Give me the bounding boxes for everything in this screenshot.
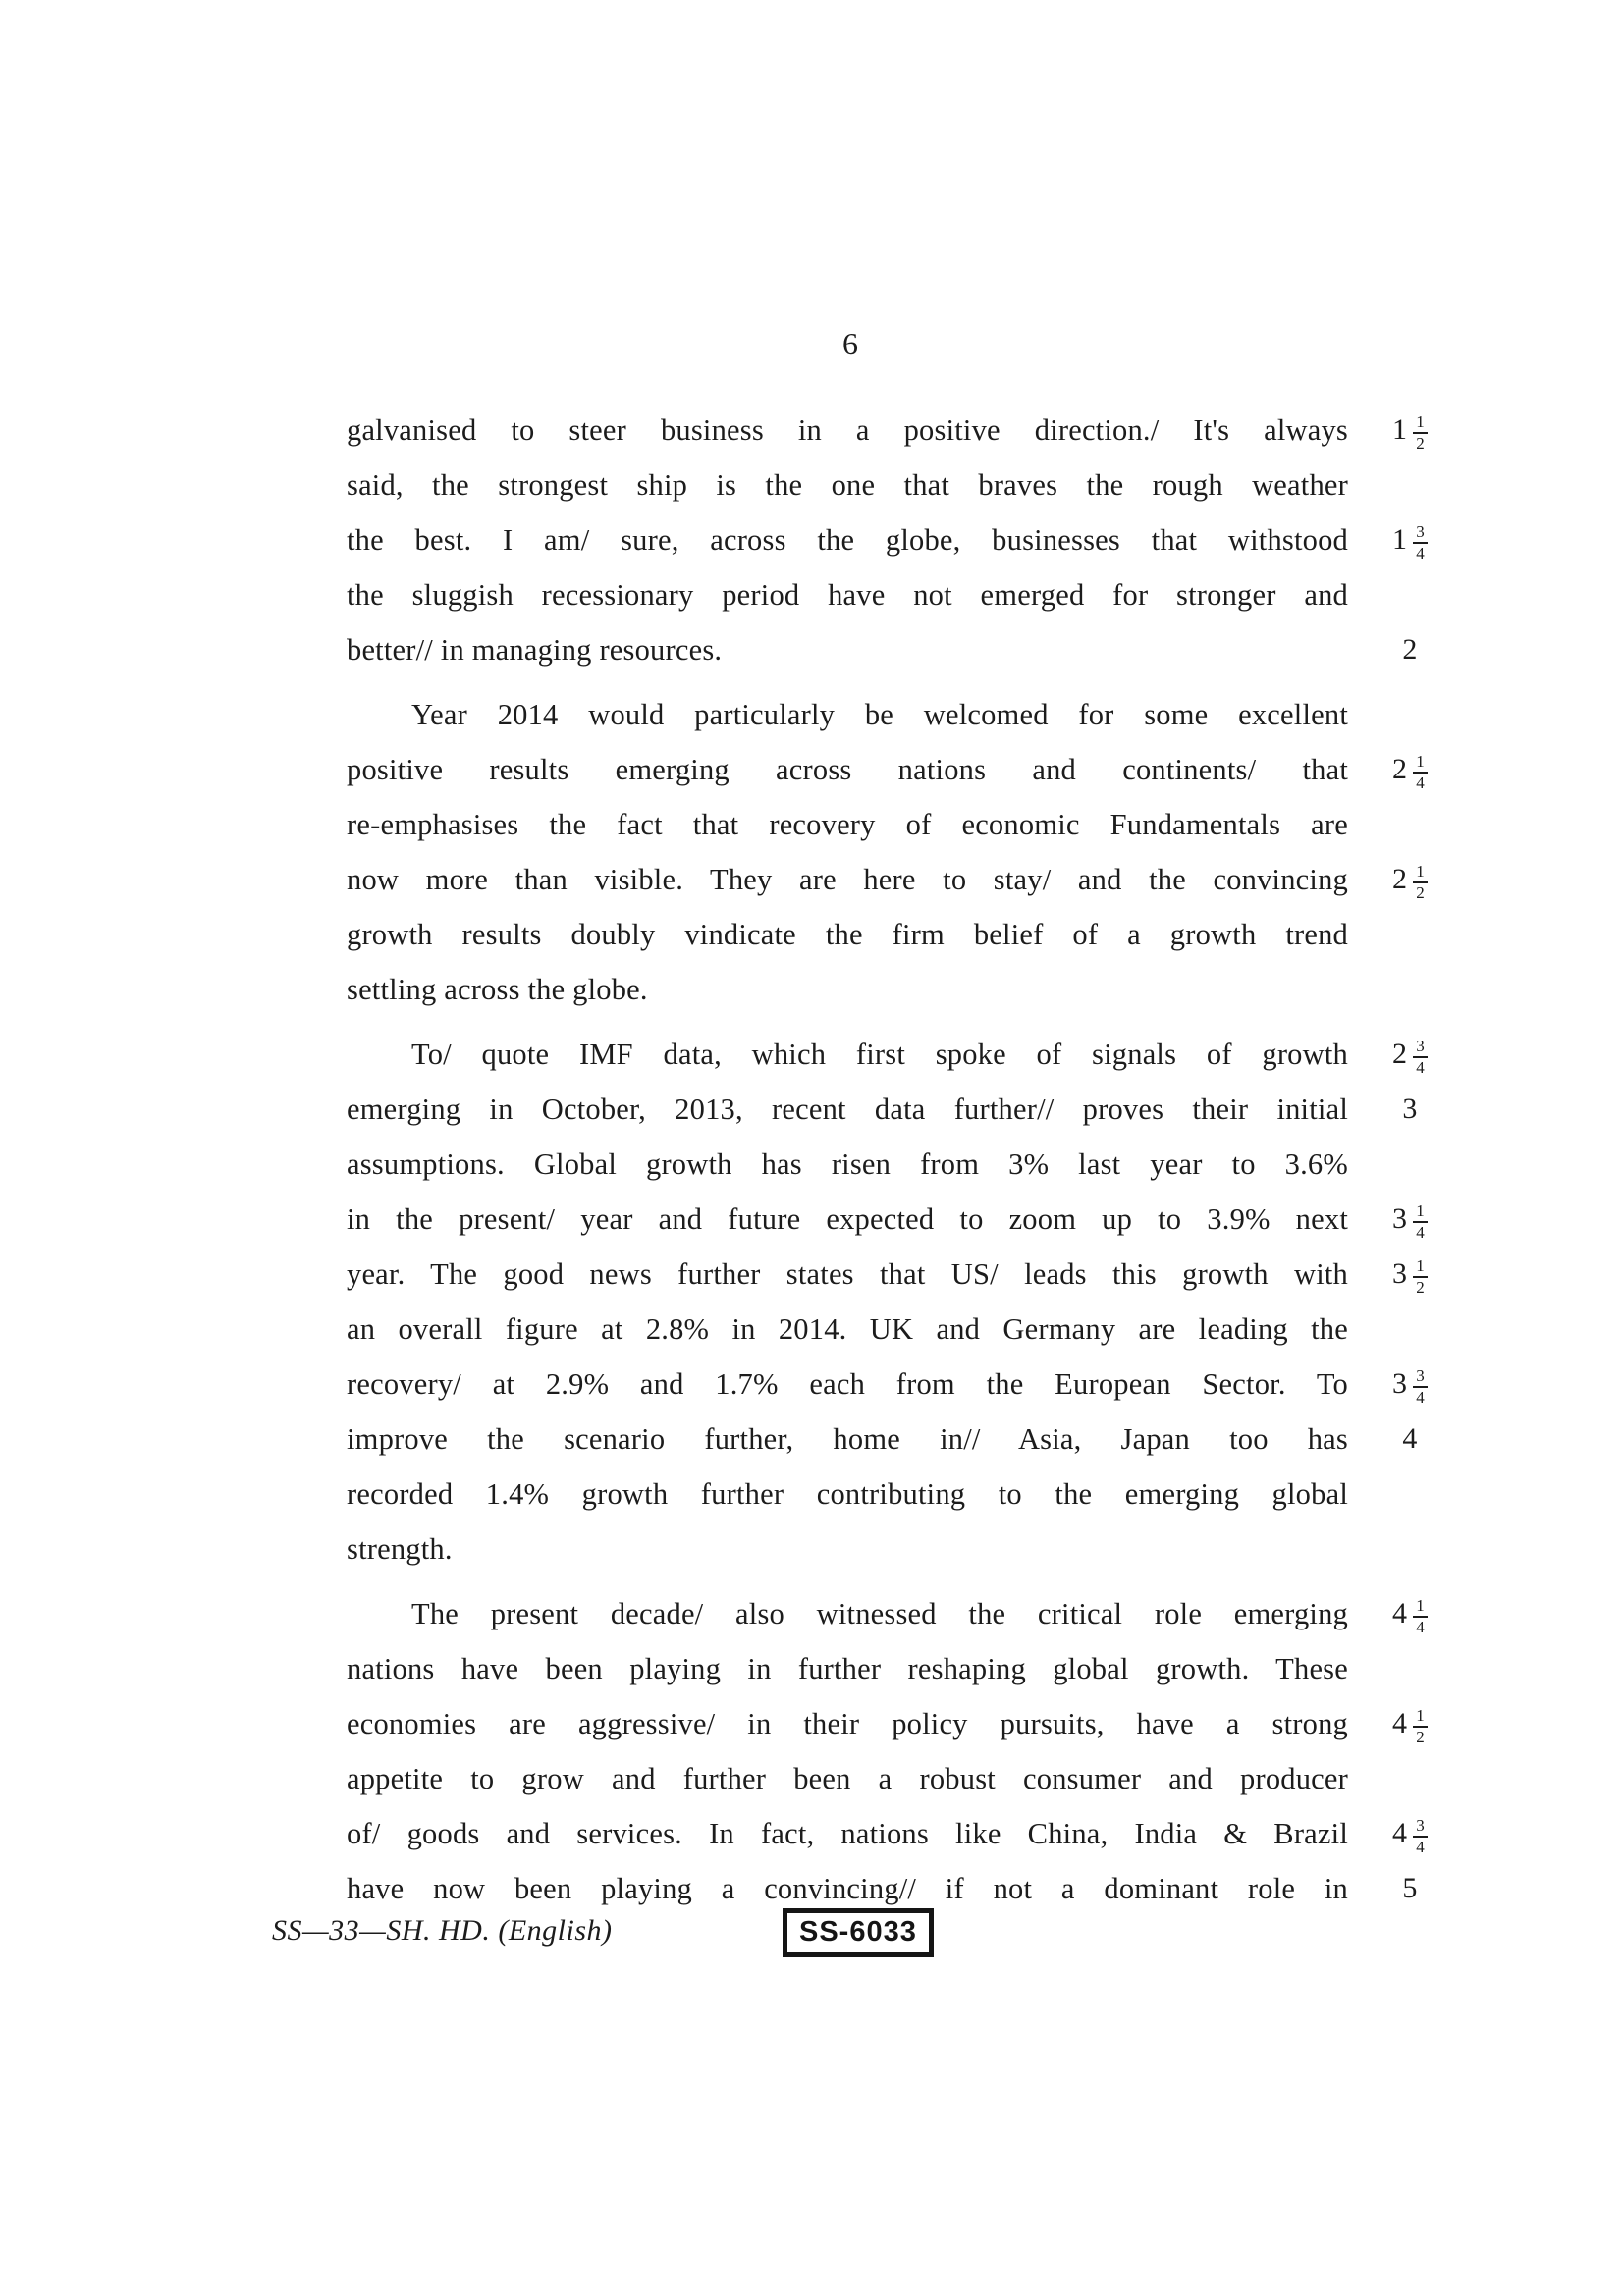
text-line: positive results emerging across nations and continents/ that [347, 753, 1348, 786]
text-line-row [347, 1302, 1348, 1357]
text-line-row [347, 1641, 1348, 1696]
text-line: nations have been playing in further reshaping global growth. These [347, 1652, 1348, 1685]
footer-series-code-box [783, 1908, 934, 1957]
text-line: the best. I am/ sure, across the globe, businesses that withstood [347, 523, 1348, 557]
paragraph [347, 402, 1425, 677]
text-line: appetite to grow and further been a robust consumer and producer [347, 1762, 1348, 1795]
text-line-row [347, 1467, 1348, 1522]
text-line-row [347, 402, 1425, 457]
text-line: of/ goods and services. In fact, nations like China, India & Brazil [347, 1817, 1348, 1850]
time-marker [1376, 852, 1444, 907]
text-line: economies are aggressive/ in their policy pursuits, have a strong [347, 1707, 1348, 1740]
text-line: now more than visible. They are here to stay/ and the convincing [347, 863, 1348, 896]
paragraph [347, 1027, 1425, 1576]
time-marker-whole: 3 [1392, 1202, 1408, 1235]
text-line-row [347, 457, 1348, 512]
time-marker [1376, 1082, 1444, 1137]
time-marker [1376, 622, 1444, 677]
time-marker [1376, 512, 1444, 567]
text-line: growth results doubly vindicate the firm belief of a growth trend [347, 918, 1348, 951]
text-line: settling across the globe. [347, 973, 648, 1006]
text-line: strength. [347, 1532, 453, 1566]
text-line: the sluggish recessionary period have not emerged for stronger and [347, 578, 1348, 612]
footer-series-code: SS-6033 [799, 1916, 917, 1948]
time-marker-fraction [1413, 1202, 1428, 1242]
text-line-row [347, 512, 1425, 567]
time-marker-whole: 1 [1392, 413, 1408, 446]
text-line-row [347, 1522, 1348, 1576]
time-marker-fraction [1413, 1817, 1428, 1856]
time-marker-whole: 2 [1392, 1038, 1408, 1070]
text-line: recovery/ at 2.9% and 1.7% each from the European Sector. To [347, 1367, 1348, 1401]
text-line: galvanised to steer business in a positive direction./ It's always [347, 413, 1348, 447]
page-number: 6 [842, 326, 858, 361]
fraction-numerator: 3 [1413, 1817, 1428, 1838]
time-marker-fraction [1413, 413, 1428, 453]
text-line-row [347, 962, 1348, 1017]
fraction-denominator: 2 [1416, 1728, 1425, 1746]
fraction-denominator: 4 [1416, 544, 1425, 562]
fraction-denominator: 2 [1416, 1278, 1425, 1297]
text-line: said, the strongest ship is the one that braves the rough weather [347, 468, 1348, 502]
text-line-row [347, 1696, 1425, 1751]
time-marker [1376, 1696, 1444, 1751]
time-marker-whole: 2 [1392, 753, 1408, 785]
paragraph [347, 1586, 1425, 1916]
time-marker-whole: 4 [1392, 1597, 1408, 1629]
time-marker-whole: 3 [1392, 1367, 1408, 1400]
text-line: assumptions. Global growth has risen from 3% last year to 3.6% [347, 1148, 1348, 1181]
passage-content [347, 402, 1425, 1916]
fraction-numerator: 3 [1413, 1367, 1428, 1388]
text-line: The present decade/ also witnessed the critical role emerging [411, 1597, 1348, 1630]
text-line-row [347, 687, 1348, 742]
time-marker [1376, 1247, 1444, 1302]
time-marker-whole: 4 [1392, 1817, 1408, 1849]
text-line-row [347, 742, 1425, 797]
fraction-numerator: 3 [1413, 523, 1428, 544]
text-line: year. The good news further states that US/ leads this growth with [347, 1257, 1348, 1291]
fraction-denominator: 4 [1416, 1223, 1425, 1242]
text-line: emerging in October, 2013, recent data further// proves their initial [347, 1093, 1348, 1126]
text-line: in the present/ year and future expected to zoom up to 3.9% next [347, 1202, 1348, 1236]
text-line-row [347, 1586, 1425, 1641]
text-line: an overall figure at 2.8% in 2014. UK and Germany are leading the [347, 1312, 1348, 1346]
time-marker-fraction [1413, 753, 1428, 792]
fraction-numerator: 1 [1413, 1597, 1428, 1618]
time-marker-fraction [1413, 1597, 1428, 1636]
time-marker [1376, 742, 1444, 797]
text-line: Year 2014 would particularly be welcomed for some excellent [411, 698, 1348, 731]
text-line: have now been playing a convincing// if not a dominant role in [347, 1872, 1348, 1905]
fraction-denominator: 4 [1416, 1838, 1425, 1856]
text-line: re-emphasises the fact that recovery of economic Fundamentals are [347, 808, 1348, 841]
text-line: recorded 1.4% growth further contributing to the emerging global [347, 1477, 1348, 1511]
text-line-row [347, 1412, 1418, 1467]
text-line: improve the scenario further, home in// Asia, Japan too has [347, 1422, 1348, 1456]
text-line: To/ quote IMF data, which first spoke of signals of growth [411, 1038, 1348, 1071]
fraction-numerator: 1 [1413, 413, 1428, 434]
text-line-row [347, 1806, 1425, 1861]
text-line-row [347, 1751, 1348, 1806]
text-line-row [347, 1192, 1425, 1247]
time-marker-whole: 5 [1402, 1872, 1418, 1904]
fraction-numerator: 1 [1413, 1257, 1428, 1278]
time-marker-whole: 2 [1402, 633, 1418, 666]
time-marker-fraction [1413, 523, 1428, 562]
text-line-row [347, 622, 1418, 677]
time-marker-whole: 3 [1392, 1257, 1408, 1290]
time-marker [1376, 402, 1444, 457]
time-marker [1376, 1586, 1444, 1641]
fraction-numerator: 1 [1413, 753, 1428, 774]
fraction-denominator: 2 [1416, 434, 1425, 453]
time-marker-whole: 2 [1392, 863, 1408, 895]
time-marker-fraction [1413, 1367, 1428, 1407]
fraction-denominator: 4 [1416, 1058, 1425, 1077]
text-line-row [347, 797, 1348, 852]
time-marker-fraction [1413, 1257, 1428, 1297]
time-marker-fraction [1413, 1038, 1428, 1077]
time-marker [1376, 1192, 1444, 1247]
fraction-denominator: 4 [1416, 774, 1425, 792]
fraction-numerator: 3 [1413, 1038, 1428, 1058]
time-marker [1376, 1357, 1444, 1412]
time-marker-fraction [1413, 1707, 1428, 1746]
text-line-row [347, 852, 1425, 907]
text-line-row [347, 1247, 1425, 1302]
paragraph [347, 687, 1425, 1017]
time-marker-whole: 4 [1402, 1422, 1418, 1455]
text-line-row [347, 1357, 1425, 1412]
fraction-numerator: 1 [1413, 1202, 1428, 1223]
text-line: better// in managing resources. [347, 633, 723, 667]
footer-paper-code: SS—33—SH. HD. (English) [272, 1914, 613, 1947]
fraction-denominator: 4 [1416, 1388, 1425, 1407]
text-line-row [347, 567, 1348, 622]
time-marker-whole: 1 [1392, 523, 1408, 556]
time-marker-whole: 3 [1402, 1093, 1418, 1125]
text-line-row [347, 1082, 1418, 1137]
time-marker [1376, 1412, 1444, 1467]
fraction-denominator: 2 [1416, 883, 1425, 902]
time-marker [1376, 1806, 1444, 1861]
time-marker [1376, 1027, 1444, 1082]
text-line-row [347, 1137, 1348, 1192]
time-marker-fraction [1413, 863, 1428, 902]
time-marker-whole: 4 [1392, 1707, 1408, 1739]
fraction-numerator: 1 [1413, 1707, 1428, 1728]
fraction-denominator: 4 [1416, 1618, 1425, 1636]
time-marker [1376, 1861, 1444, 1916]
text-line-row [347, 907, 1348, 962]
text-line-row [347, 1027, 1425, 1082]
fraction-numerator: 1 [1413, 863, 1428, 883]
